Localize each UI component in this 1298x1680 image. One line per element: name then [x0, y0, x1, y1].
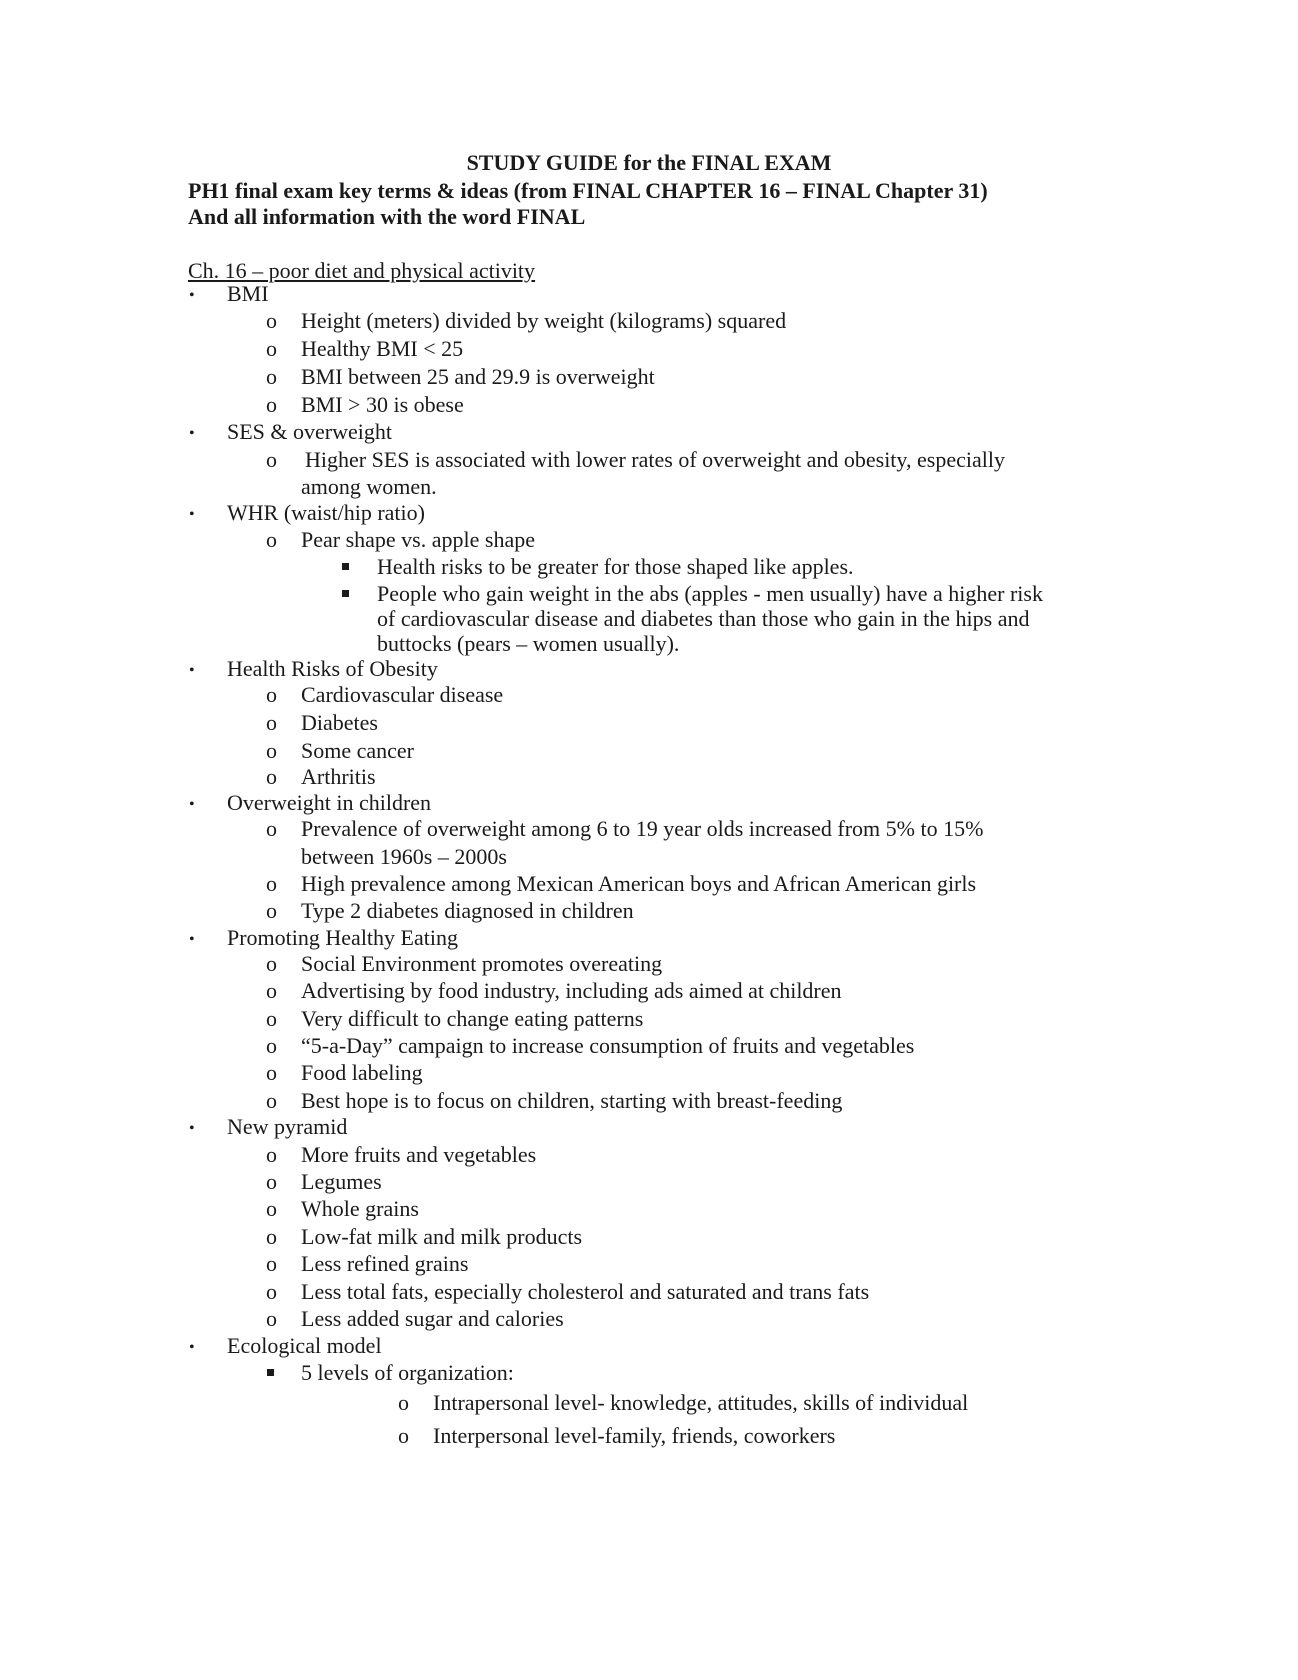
bullet-marker: • [189, 287, 195, 304]
eating-item: Very difficult to change eating patterns [301, 1006, 644, 1031]
whr-sub-item-line-1: People who gain weight in the abs (apples - men usually) have a higher risk [377, 581, 1043, 606]
whr-sub-item-line-3: buttocks (pears – women usually). [377, 631, 680, 656]
circle-marker: o [266, 308, 277, 333]
bmi-item: Height (meters) divided by weight (kilograms) squared [301, 308, 787, 333]
circle-marker: o [266, 1196, 277, 1221]
circle-marker: o [266, 447, 277, 472]
whr-sub-item: Health risks to be greater for those shaped like apples. [377, 554, 854, 579]
bmi-item: BMI between 25 and 29.9 is overweight [301, 364, 655, 389]
bullet-bmi: BMI [227, 281, 269, 306]
ecological-sub-item: 5 levels of organization: [301, 1360, 514, 1385]
obesity-item: Arthritis [301, 764, 376, 789]
bullet-ses: SES & overweight [227, 419, 392, 444]
circle-marker: o [266, 871, 277, 896]
bmi-item: Healthy BMI < 25 [301, 336, 464, 361]
document-title: STUDY GUIDE for the FINAL EXAM [466, 150, 832, 175]
bullet-marker: • [189, 1339, 195, 1356]
whr-item: Pear shape vs. apple shape [301, 527, 535, 552]
eating-item: Advertising by food industry, including ads aimed at children [301, 978, 842, 1003]
obesity-item: Cardiovascular disease [301, 682, 504, 707]
pyramid-item: More fruits and vegetables [301, 1142, 537, 1167]
bullet-healthy-eating: Promoting Healthy Eating [227, 925, 458, 950]
circle-marker: o [266, 1088, 277, 1113]
circle-marker: o [266, 816, 277, 841]
pyramid-item: Legumes [301, 1169, 382, 1194]
subtitle-line-2: And all information with the word FINAL [188, 204, 586, 229]
eating-item: Food labeling [301, 1060, 423, 1085]
pyramid-item: Less added sugar and calories [301, 1306, 564, 1331]
circle-marker: o [266, 364, 277, 389]
bullet-whr: WHR (waist/hip ratio) [227, 500, 425, 525]
pyramid-item: Whole grains [301, 1196, 419, 1221]
circle-marker: o [266, 1251, 277, 1276]
ses-item-line-1: Higher SES is associated with lower rates of overweight and obesity, especially [305, 447, 1005, 472]
circle-marker: o [266, 1279, 277, 1304]
circle-marker: o [266, 1306, 277, 1331]
eating-item: “5-a-Day” campaign to increase consumption of fruits and vegetables [301, 1033, 915, 1058]
bullet-children: Overweight in children [227, 790, 432, 815]
ses-item-line-2: among women. [301, 474, 437, 499]
bullet-marker: • [189, 931, 195, 948]
circle-marker: o [266, 1033, 277, 1058]
bullet-marker: • [189, 506, 195, 523]
circle-marker: o [266, 1224, 277, 1249]
eating-item: Best hope is to focus on children, starting with breast-feeding [301, 1088, 843, 1113]
eating-item: Social Environment promotes overeating [301, 951, 663, 976]
children-item-line-1: Prevalence of overweight among 6 to 19 year olds increased from 5% to 15% [301, 816, 984, 841]
children-item: Type 2 diabetes diagnosed in children [301, 898, 634, 923]
subtitle-line-1: PH1 final exam key terms & ideas (from FINAL CHAPTER 16 – FINAL Chapter 31) [188, 178, 988, 203]
bullet-obesity-risks: Health Risks of Obesity [227, 656, 438, 681]
bullet-marker: • [189, 662, 195, 679]
pyramid-item: Less total fats, especially cholesterol and saturated and trans fats [301, 1279, 870, 1304]
circle-marker: o [266, 710, 277, 735]
circle-marker: o [266, 1006, 277, 1031]
circle-marker: o [266, 1169, 277, 1194]
bmi-item: BMI > 30 is obese [301, 392, 464, 417]
ecological-level-item: Intrapersonal level- knowledge, attitudes, skills of individual [433, 1390, 969, 1415]
obesity-item: Some cancer [301, 738, 414, 763]
bullet-marker: • [189, 425, 195, 442]
circle-marker: o [266, 1142, 277, 1167]
circle-marker: o [266, 392, 277, 417]
bullet-marker: • [189, 1120, 195, 1137]
square-bullet-icon [267, 1369, 274, 1376]
circle-marker: o [266, 527, 277, 552]
circle-marker: o [266, 1060, 277, 1085]
children-item-line-2: between 1960s – 2000s [301, 844, 507, 869]
circle-marker: o [266, 682, 277, 707]
circle-marker: o [266, 898, 277, 923]
circle-marker: o [266, 738, 277, 763]
circle-marker: o [398, 1390, 409, 1415]
children-item: High prevalence among Mexican American boys and African American girls [301, 871, 977, 896]
circle-marker: o [266, 336, 277, 361]
bullet-ecological-model: Ecological model [227, 1333, 382, 1358]
square-bullet-icon [342, 563, 349, 570]
chapter-heading: Ch. 16 – poor diet and physical activity [188, 258, 536, 283]
ecological-level-item: Interpersonal level-family, friends, coworkers [433, 1423, 836, 1448]
pyramid-item: Less refined grains [301, 1251, 469, 1276]
circle-marker: o [266, 951, 277, 976]
circle-marker: o [266, 978, 277, 1003]
whr-sub-item-line-2: of cardiovascular disease and diabetes than those who gain in the hips and [377, 606, 1030, 631]
circle-marker: o [266, 764, 277, 789]
bullet-new-pyramid: New pyramid [227, 1114, 348, 1139]
square-bullet-icon [342, 590, 349, 597]
bullet-marker: • [189, 796, 195, 813]
pyramid-item: Low-fat milk and milk products [301, 1224, 583, 1249]
obesity-item: Diabetes [301, 710, 378, 735]
circle-marker: o [398, 1423, 409, 1448]
